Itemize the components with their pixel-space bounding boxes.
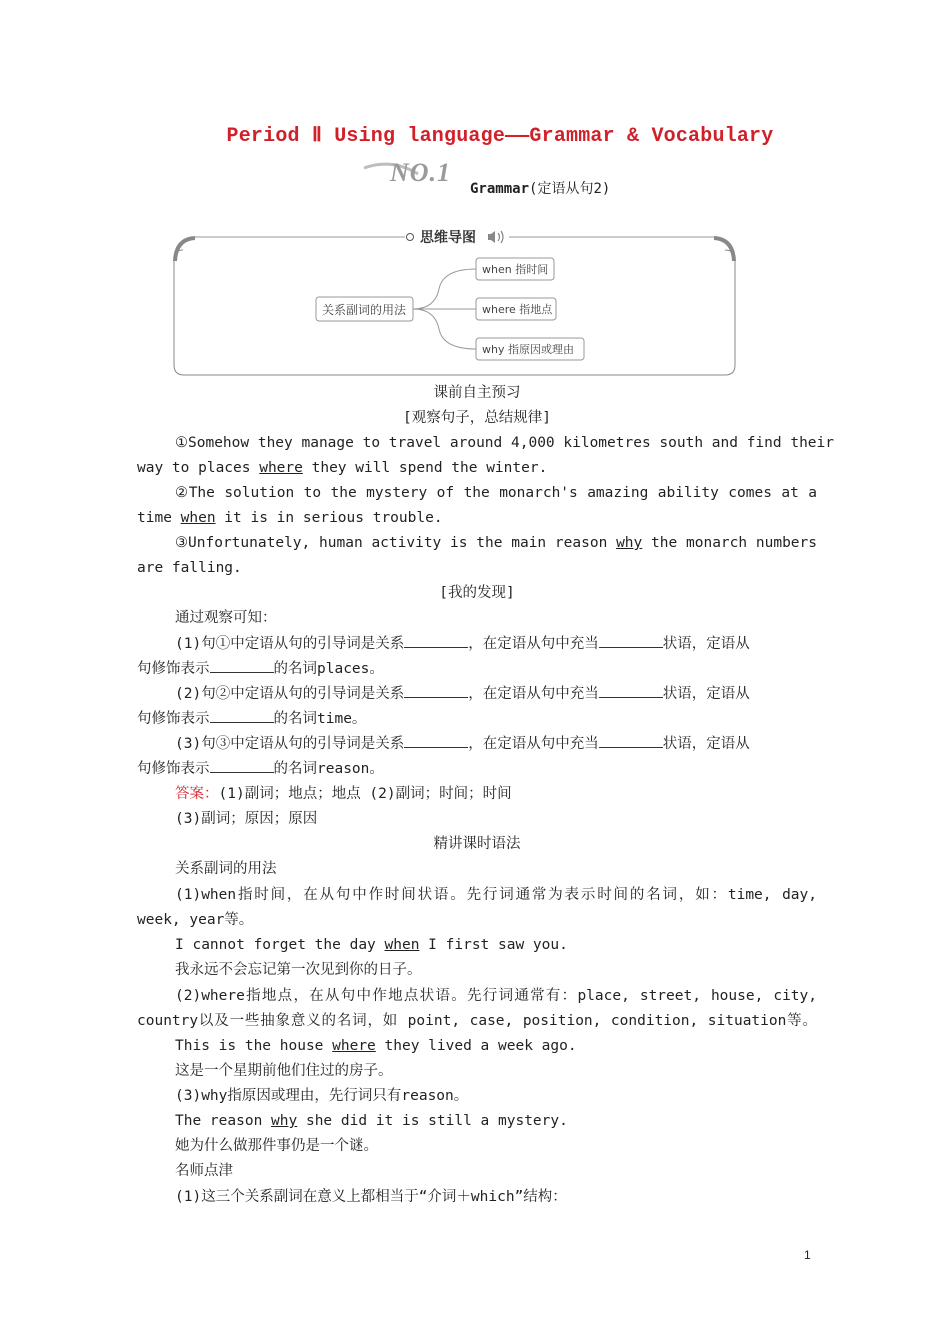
text: 句修饰表示	[137, 661, 210, 677]
usage-where-line-1: (2)where指地点，在从句中作地点状语。先行词通常有：place, street, house, city,	[175, 988, 817, 1004]
answer-blank[interactable]	[210, 710, 274, 723]
discovery-q1-line-2	[137, 657, 817, 682]
usage-heading: 关系副词的用法	[175, 861, 277, 877]
text: way to places	[137, 460, 260, 476]
text: 的名词places。	[273, 661, 384, 677]
answer-blank[interactable]	[599, 635, 663, 648]
usage-when-line-1: (1)when指时间，在从句中作时间状语。先行词通常为表示时间的名词，如：time, day,	[175, 887, 817, 903]
underlined-word: why	[616, 535, 643, 551]
text: (1)句①中定语从句的引导词是关系	[175, 636, 405, 652]
discovery-intro: 通过观察可知：	[175, 610, 277, 626]
answer-line-2: (3)副词；原因；原因	[175, 811, 318, 827]
usage-why-translation: 她为什么做那件事仍是一个谜。	[175, 1138, 378, 1154]
text: 句修饰表示	[137, 761, 210, 777]
discovery-q1-line-1	[137, 632, 817, 657]
text: ，在定语从句中充当	[468, 686, 599, 702]
discovery-heading: [我的发现]	[439, 585, 515, 601]
tips-line-1: (1)这三个关系副词在意义上都相当于“介词＋which”结构：	[175, 1189, 567, 1205]
usage-when-translation: 我永远不会忘记第一次见到你的日子。	[175, 962, 422, 978]
example-3-line-2: are falling.	[137, 560, 242, 576]
text: (3)句③中定语从句的引导词是关系	[175, 736, 405, 752]
example-1-line-2	[137, 456, 817, 481]
discovery-q3-line-1	[137, 732, 817, 757]
example-3-line-1	[137, 531, 817, 556]
discovery-q3-line-2	[137, 757, 817, 782]
discovery-q2-line-1	[137, 682, 817, 707]
observe-heading: [观察句子，总结规律]	[403, 410, 551, 426]
section-badge	[362, 158, 462, 190]
underlined-word: where	[259, 460, 303, 476]
text: they lived a week ago.	[375, 1038, 577, 1054]
text: ，在定语从句中充当	[468, 636, 599, 652]
underlined-word: when	[384, 937, 420, 953]
text: The reason	[175, 1113, 272, 1129]
text: (2)句②中定语从句的引导词是关系	[175, 686, 405, 702]
underlined-word: when	[180, 510, 216, 526]
text: 的名词time。	[273, 711, 367, 727]
text: (1)副词；地点；地点 (2)副词；时间；时间	[218, 786, 512, 802]
example-2-line-1: ②The solution to the mystery of the monarch's amazing ability comes at a	[175, 485, 817, 501]
answer-blank[interactable]	[404, 735, 468, 748]
text: I first saw you.	[419, 937, 568, 953]
text: it is in serious trouble.	[215, 510, 443, 526]
text: they will spend the winter.	[302, 460, 548, 476]
text: time	[137, 510, 181, 526]
underlined-word: where	[332, 1038, 376, 1054]
text: 状语，定语从	[662, 636, 750, 652]
usage-when-example	[137, 933, 817, 958]
discovery-q2-line-2	[137, 707, 817, 732]
text: 的名词reason。	[273, 761, 384, 777]
text: 状语，定语从	[662, 686, 750, 702]
section-badge-text: NO.1	[390, 158, 452, 187]
usage-why-example	[137, 1109, 817, 1134]
answer-blank[interactable]	[404, 685, 468, 698]
section-label	[470, 178, 610, 198]
text: I cannot forget the day	[175, 937, 385, 953]
answer-blank[interactable]	[599, 735, 663, 748]
text: 状语，定语从	[662, 736, 750, 752]
speaker-icon	[488, 231, 503, 243]
mindmap-branch-label: when 指时间	[482, 263, 549, 276]
mind-map	[173, 225, 736, 377]
answer-line-1	[137, 782, 817, 807]
usage-why-line-1: (3)why指原因或理由，先行词只有reason。	[175, 1088, 469, 1104]
bullet-icon	[407, 234, 414, 241]
section-label-en: Grammar	[470, 181, 530, 197]
answer-label: 答案：	[175, 786, 219, 802]
mindmap-branch-label: why 指原因或理由	[482, 343, 574, 356]
usage-where-example	[137, 1034, 817, 1059]
text: the monarch numbers	[642, 535, 817, 551]
mindmap-header: 思维导图	[420, 230, 476, 246]
example-2-line-2	[137, 506, 817, 531]
underlined-word: why	[271, 1113, 298, 1129]
text: she did it is still a mystery.	[297, 1113, 568, 1129]
mindmap-center-label: 关系副词的用法	[321, 303, 407, 317]
usage-when-line-2: week, year等。	[137, 912, 254, 928]
answer-blank[interactable]	[404, 635, 468, 648]
mindmap-branch-label: where 指地点	[482, 303, 553, 316]
tips-heading: 名师点津	[175, 1163, 233, 1179]
text: ③Unfortunately, human activity is the main reason	[175, 535, 617, 551]
preview-heading: 课前自主预习	[433, 385, 521, 401]
usage-where-line-2: country以及一些抽象意义的名词，如 point, case, position, condition, situation等。	[137, 1013, 817, 1029]
answer-blank[interactable]	[210, 660, 274, 673]
usage-where-translation: 这是一个星期前他们住过的房子。	[175, 1063, 393, 1079]
page-number: 1	[804, 1248, 811, 1262]
page-title: Period Ⅱ Using language——Grammar & Vocabulary	[226, 125, 774, 148]
text: This is the house	[175, 1038, 333, 1054]
example-1-line-1: ①Somehow they manage to travel around 4,000 kilometres south and find their	[175, 435, 834, 451]
lecture-heading: 精讲课时语法	[433, 836, 521, 852]
text: 句修饰表示	[137, 711, 210, 727]
answer-blank[interactable]	[210, 760, 274, 773]
answer-blank[interactable]	[599, 685, 663, 698]
text: ，在定语从句中充当	[468, 736, 599, 752]
section-label-cn: (定语从句2)	[529, 181, 611, 197]
